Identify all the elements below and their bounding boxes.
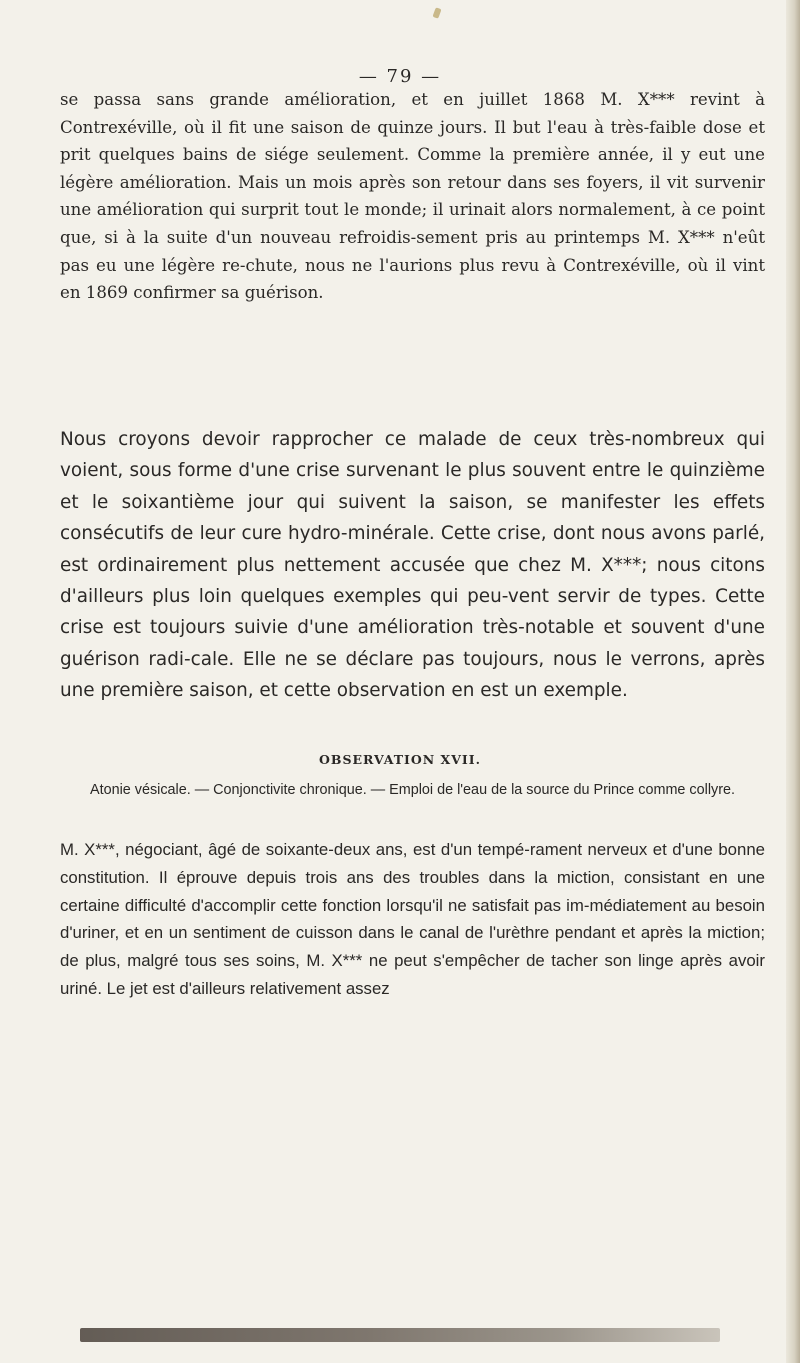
observation-summary: Atonie vésicale. — Conjonctivite chronique. — Emploi de l'eau de la source du Prince comme collyre.: [89, 782, 736, 798]
page-number: — 79 —: [358, 66, 442, 87]
scan-right-edge: [786, 0, 800, 1363]
scan-bottom-edge: [80, 1328, 720, 1342]
paragraph-crisis: Nous croyons devoir rapprocher ce malade de ceux très-nombreux qui voient, sous forme d'une crise survenant le plus souvent entre le quinzième et le soixantième jour qui suivent la saison, se manifester les effets consécutifs de leur cure hydro-minérale. Cette crise, dont nous avons parlé, est ordinairement plus nettement accusée que chez M. X***; nous citons d'ailleurs plus loin quelques exemples qui peu-vent servir de types. Cette crise est toujours suivie d'une amélioration très-notable et souvent d'une guérison radi-cale. Elle ne se déclare pas toujours, nous le verrons, après une première saison, et cette observation en est un exemple.: [60, 429, 765, 702]
observation-title: OBSERVATION XVII.: [319, 752, 481, 767]
paper-stain: [432, 7, 441, 18]
paragraph-continuation: se passa sans grande amélioration, et en juillet 1868 M. X*** revint à Contrexéville, où il fit une saison de quinze jours. Il but l'eau à très-faible dose et prit quelques bains de siége seulement. Comme la première année, il y eut une légère amélioration. Mais un mois après son retour dans ses foyers, il vit survenir une amélioration qui surprit tout le monde; il urinait alors normalement, à ce point que, si à la suite d'un nouveau refroidis-sement pris au printemps M. X*** n'eût pas eu une légère re-chute, nous ne l'aurions plus revu à Contrexéville, où il vint en 1869 confirmer sa guérison.: [60, 90, 765, 303]
paragraph-case-description: M. X***, négociant, âgé de soixante-deux ans, est d'un tempé-rament nerveux et d'une bonne constitution. Il éprouve depuis trois ans des troubles dans la miction, consistant en une certaine difficulté d'accomplir cette fonction lorsqu'il ne satisfait pas im-médiatement au besoin d'uriner, et en un sentiment de cuisson dans le canal de l'urèthre pendant et après la miction; de plus, malgré tous ses soins, M. X*** ne peut s'empêcher de tacher son linge après avoir uriné. Le jet est d'ailleurs relativement assez: [60, 840, 765, 998]
